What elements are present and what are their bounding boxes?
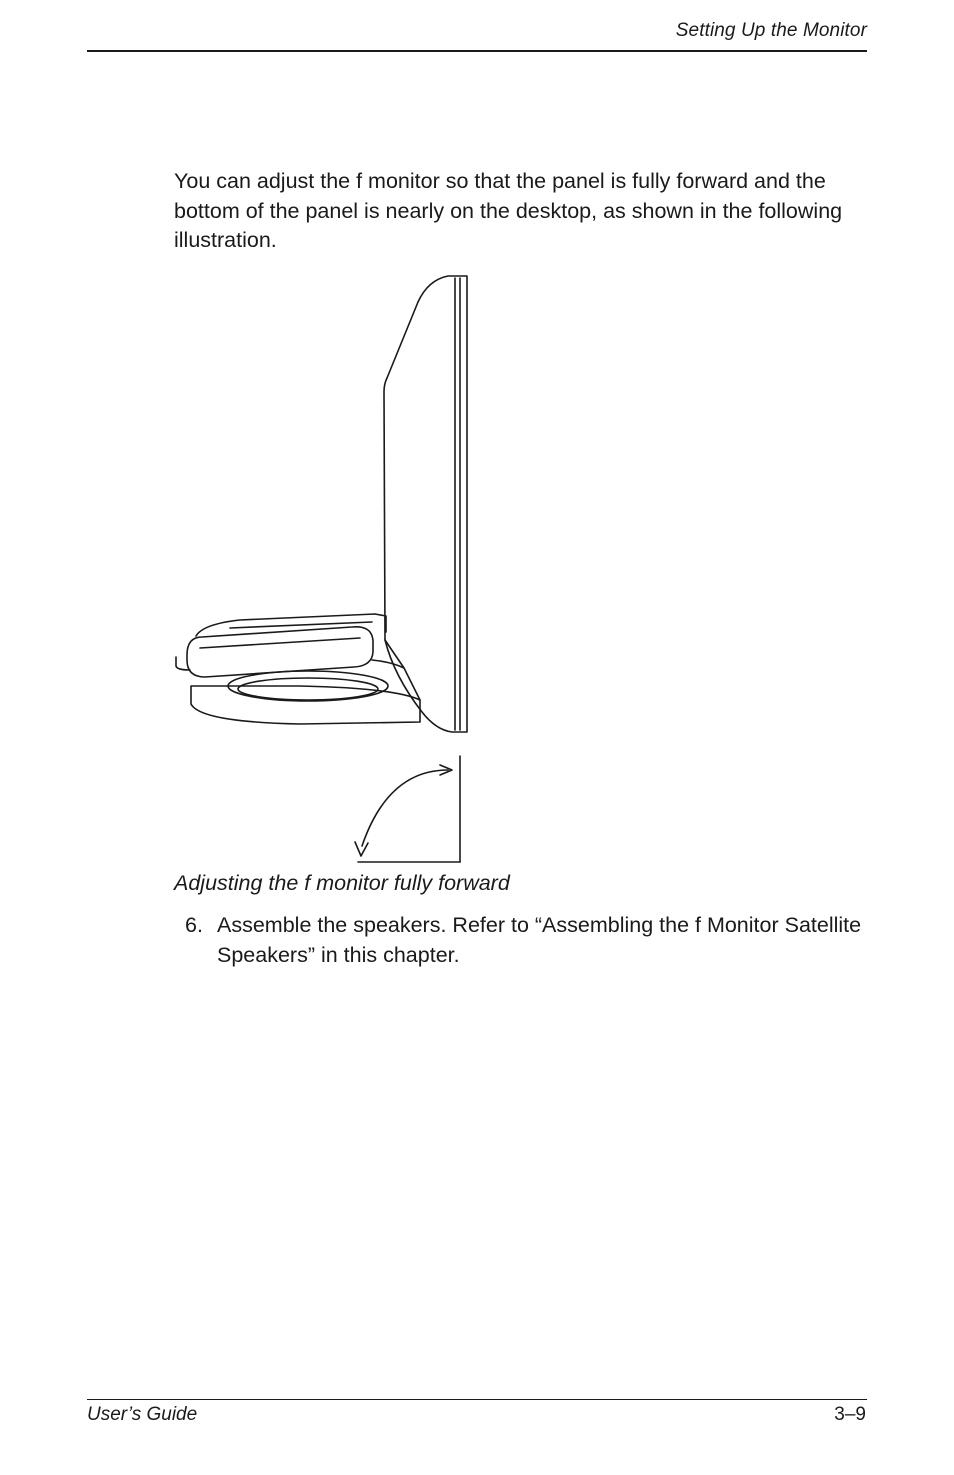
angle-arc — [362, 770, 448, 846]
arrowhead-bottom-icon — [355, 842, 368, 856]
header-rule — [87, 50, 867, 52]
speaker-bar — [187, 627, 373, 677]
intro-paragraph: You can adjust the f monitor so that the panel is fully forward and the bottom of the panel is nearly on the desktop, as shown in the following illustration. — [174, 169, 843, 252]
footer-rule — [87, 1399, 867, 1400]
monitor-illustration — [165, 272, 485, 872]
step-item — [185, 911, 865, 970]
step-text: Assemble the speakers. Refer to “Assembling the f Monitor Satellite Speakers” in this chapter. — [217, 913, 862, 967]
footer-guide-title: User’s Guide — [87, 1404, 198, 1425]
step-number: 6. — [185, 913, 203, 937]
page-header-title: Setting Up the Monitor — [675, 20, 867, 41]
monitor-base — [191, 686, 420, 724]
footer-page-number: 3–9 — [834, 1404, 866, 1425]
monitor-stand — [372, 660, 420, 700]
figure-caption: Adjusting the f monitor fully forward — [174, 871, 510, 895]
